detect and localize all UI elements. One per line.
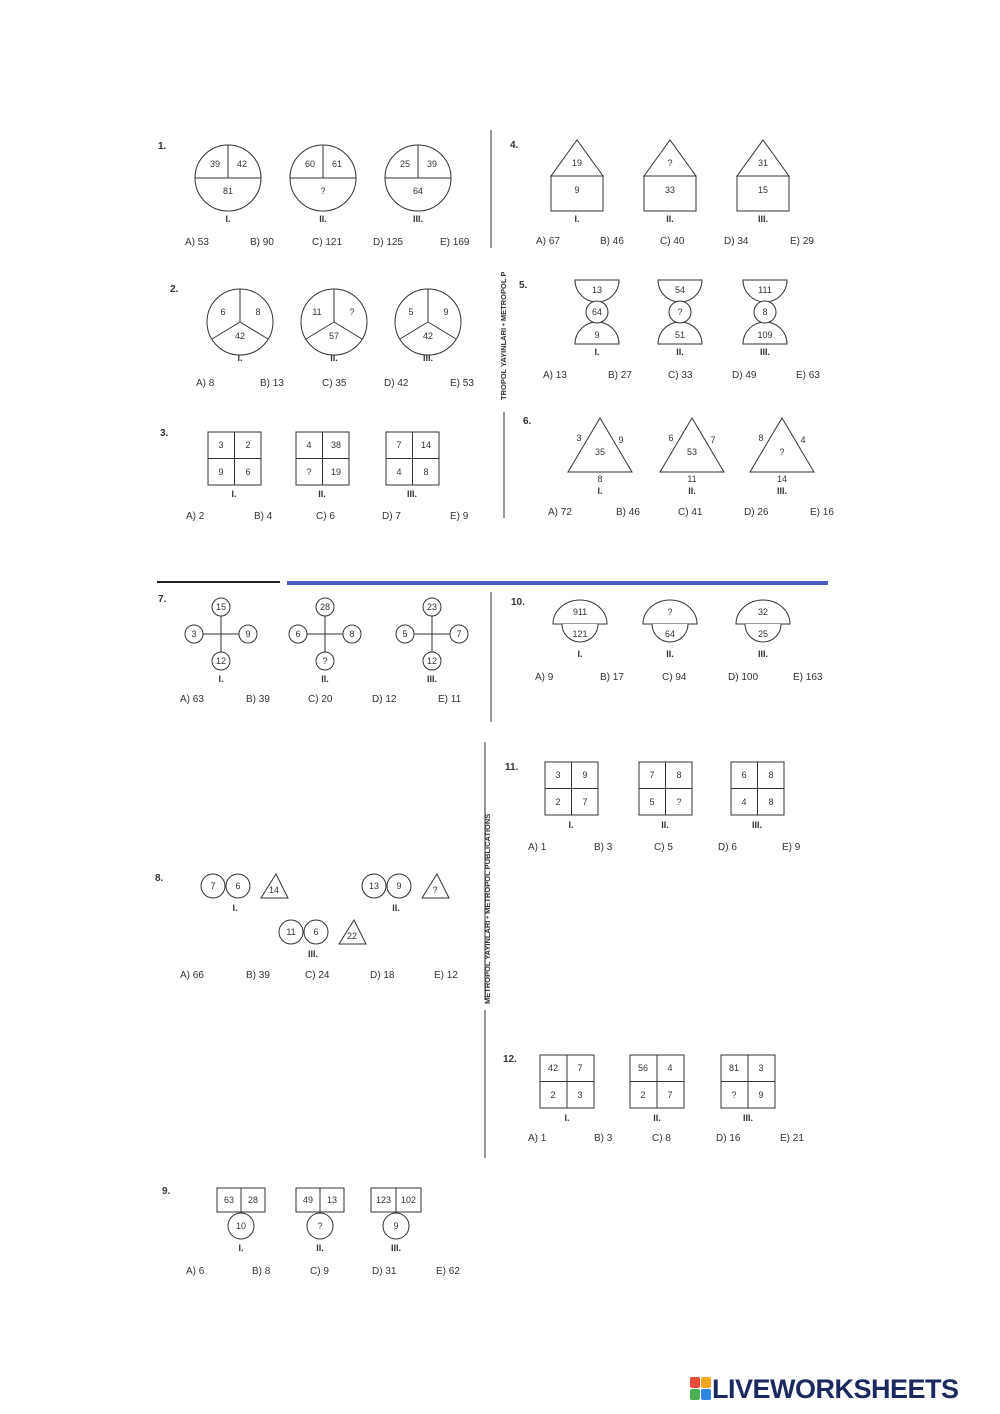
answer-option: D) 6 [718, 842, 737, 853]
roman-label: II. [321, 674, 329, 684]
figure-number: 42 [547, 1063, 559, 1073]
answer-option: A) 53 [185, 237, 209, 248]
figure-number: 11 [312, 307, 322, 317]
roman-label: III. [757, 649, 769, 659]
figure-number: 3 [555, 770, 561, 780]
answer-option: C) 24 [305, 970, 330, 981]
figure-number: 64 [412, 186, 424, 196]
figure-number: 13 [368, 881, 380, 891]
figure-number: 4 [741, 797, 747, 807]
figure-number: 19 [330, 467, 342, 477]
figure-number: 51 [674, 330, 686, 340]
figure-number: ? [779, 447, 785, 457]
figure-number: 9 [443, 307, 449, 317]
figure-number: 3 [758, 1063, 764, 1073]
answer-option: A) 2 [186, 511, 205, 522]
figure-number: 6 [245, 467, 251, 477]
question-number: 6. [523, 416, 532, 427]
figure-number: 123 [375, 1195, 392, 1205]
roman-label: III. [742, 1113, 754, 1123]
figure-number: 9 [758, 1090, 764, 1100]
answer-option: C) 20 [308, 694, 333, 705]
figure-number: 4 [800, 435, 806, 445]
answer-option: A) 1 [528, 842, 547, 853]
side-text-top: TROPOL YAYINLARI • METROPOL P [499, 271, 508, 400]
figure-number: 28 [247, 1195, 259, 1205]
figure-number: 15 [215, 602, 227, 612]
question-number: 12. [503, 1054, 517, 1065]
question-number: 3. [160, 428, 169, 439]
figure-number: 15 [757, 185, 769, 195]
answer-option: B) 4 [254, 511, 273, 522]
answer-option: A) 13 [543, 370, 567, 381]
figure-number: 8 [423, 467, 429, 477]
answer-option: B) 46 [600, 236, 624, 247]
answer-option: C) 94 [662, 672, 687, 683]
question-number: 1. [158, 141, 167, 152]
roman-label: I. [574, 214, 580, 224]
side-text-bottom: METROPOL YAYINLARI • METROPOL PUBLICATIONS [483, 813, 492, 1004]
roman-label: I. [594, 347, 600, 357]
figure-number: 23 [426, 602, 438, 612]
answer-option: D) 7 [382, 511, 401, 522]
answer-option: D) 26 [744, 507, 769, 518]
figure-number: 63 [223, 1195, 235, 1205]
answer-option: D) 49 [732, 370, 757, 381]
figure-number: ? [731, 1090, 737, 1100]
figure-number: 32 [757, 607, 769, 617]
question-number: 8. [155, 873, 164, 884]
roman-label: III. [751, 820, 763, 830]
question-number: 4. [510, 140, 519, 151]
roman-label: II. [661, 820, 669, 830]
figure-number: 28 [319, 602, 331, 612]
roman-label: I. [577, 649, 583, 659]
answer-option: D) 100 [728, 672, 759, 683]
figure-number: 3 [191, 629, 197, 639]
answer-option: A) 72 [548, 507, 572, 518]
roman-label: III. [406, 489, 418, 499]
answer-option: E) 21 [780, 1133, 804, 1144]
roman-label: II. [666, 649, 674, 659]
figure-number: 2 [550, 1090, 556, 1100]
roman-label: III. [422, 353, 434, 363]
answer-option: C) 33 [668, 370, 693, 381]
figure-number: ? [667, 607, 673, 617]
figure-number: 911 [572, 607, 588, 617]
roman-label: III. [390, 1243, 402, 1253]
answer-option: A) 67 [536, 236, 560, 247]
answer-option: E) 16 [810, 507, 834, 518]
answer-option: E) 9 [782, 842, 801, 853]
answer-option: C) 6 [316, 511, 335, 522]
logo-tile [690, 1389, 700, 1400]
figure-number: 6 [235, 881, 241, 891]
figure-number: 49 [302, 1195, 314, 1205]
roman-label: I. [218, 674, 224, 684]
figure-number: 64 [591, 307, 603, 317]
roman-label: III. [412, 214, 424, 224]
figure-number: 6 [313, 927, 319, 937]
roman-label: I. [564, 1113, 570, 1123]
roman-label: II. [316, 1243, 324, 1253]
figure-number: 61 [331, 159, 343, 169]
figure-number: 7 [210, 881, 216, 891]
figure-number: 8 [762, 307, 768, 317]
figure-number: 39 [426, 159, 438, 169]
answer-option: D) 42 [384, 378, 409, 389]
figure-number: 6 [741, 770, 747, 780]
answer-option: B) 17 [600, 672, 624, 683]
figure-number: ? [432, 885, 438, 895]
roman-label: II. [392, 903, 400, 913]
number-triangle [750, 418, 814, 472]
figure-number: 19 [571, 158, 583, 168]
figure-number: 7 [582, 797, 588, 807]
figure-number: 7 [649, 770, 655, 780]
figure-number: 54 [674, 285, 686, 295]
figure-number: 6 [220, 307, 226, 317]
answer-option: B) 3 [594, 1133, 613, 1144]
roman-label: II. [688, 486, 696, 496]
figure-number: ? [349, 307, 355, 317]
roman-label: II. [319, 214, 327, 224]
answer-option: E) 163 [793, 672, 823, 683]
figure-number: 12 [426, 656, 438, 666]
figure-number: ? [306, 467, 312, 477]
answer-option: A) 1 [528, 1133, 547, 1144]
figure-number: 9 [582, 770, 588, 780]
figure-number: 7 [710, 435, 716, 445]
figure-number: 7 [396, 440, 402, 450]
answer-option: E) 11 [438, 694, 462, 705]
question-number: 2. [170, 284, 179, 295]
figure-number: 4 [306, 440, 312, 450]
roman-label: I. [232, 903, 238, 913]
figure-number: 14 [776, 474, 788, 484]
figure-number: 13 [326, 1195, 338, 1205]
figure-number: 38 [330, 440, 342, 450]
roman-label: II. [318, 489, 326, 499]
answer-option: A) 63 [180, 694, 204, 705]
figure-number: ? [320, 186, 326, 196]
figure-number: 56 [637, 1063, 649, 1073]
figure-number: 2 [640, 1090, 646, 1100]
figure-number: 8 [349, 629, 355, 639]
logo-tile [701, 1377, 711, 1388]
answer-option: E) 29 [790, 236, 814, 247]
figure-number: 39 [209, 159, 221, 169]
figure-number: 11 [286, 927, 296, 937]
figure-number: 7 [577, 1063, 583, 1073]
answer-option: D) 18 [370, 970, 395, 981]
answer-option: A) 6 [186, 1266, 205, 1277]
answer-option: D) 125 [373, 237, 404, 248]
answer-option: B) 3 [594, 842, 613, 853]
number-triangle [568, 418, 632, 472]
answer-option: E) 9 [450, 511, 469, 522]
figure-number: 42 [234, 331, 246, 341]
figure-number: 25 [757, 629, 769, 639]
figure-number: 13 [591, 285, 603, 295]
roman-label: I. [597, 486, 603, 496]
figure-number: 8 [597, 474, 603, 484]
answer-option: B) 39 [246, 970, 270, 981]
figure-number: 2 [555, 797, 561, 807]
number-triangle [660, 418, 724, 472]
question-number: 5. [519, 280, 528, 291]
roman-label: II. [666, 214, 674, 224]
figure-number: 3 [218, 440, 224, 450]
figure-number: 4 [396, 467, 402, 477]
figure-number: 3 [577, 1090, 583, 1100]
figure-number: 5 [402, 629, 408, 639]
figure-number: 8 [768, 797, 774, 807]
figure-number: 60 [304, 159, 316, 169]
answer-option: E) 62 [436, 1266, 460, 1277]
figure-number: 31 [757, 158, 769, 168]
figure-number: ? [667, 158, 673, 168]
figure-number: 7 [456, 629, 462, 639]
answer-option: B) 90 [250, 237, 274, 248]
logo-text: LIVEWORKSHEETS [712, 1374, 959, 1404]
answer-option: C) 8 [652, 1133, 671, 1144]
logo-tile [690, 1377, 700, 1388]
figure-number: 3 [576, 433, 582, 443]
figure-number: 81 [222, 186, 234, 196]
question-number: 7. [158, 594, 167, 605]
figure-number: 53 [686, 447, 698, 457]
answer-option: B) 8 [252, 1266, 271, 1277]
answer-option: D) 31 [372, 1266, 397, 1277]
figure-number: 111 [758, 285, 772, 295]
figure-number: 9 [393, 1221, 399, 1231]
figure-number: 5 [649, 797, 655, 807]
roman-label: III. [757, 214, 769, 224]
figure-number: 33 [664, 185, 676, 195]
answer-option: A) 9 [535, 672, 554, 683]
figure-number: 8 [758, 433, 764, 443]
figure-number: 6 [295, 629, 301, 639]
answer-option: A) 8 [196, 378, 215, 389]
figure-number: 11 [687, 474, 697, 484]
answer-option: C) 35 [322, 378, 347, 389]
roman-label: III. [776, 486, 788, 496]
figure-number: 2 [245, 440, 251, 450]
roman-label: III. [307, 949, 319, 959]
answer-option: C) 121 [312, 237, 343, 248]
figure-number: 8 [255, 307, 261, 317]
roman-label: I. [231, 489, 237, 499]
figure-number: 6 [668, 433, 674, 443]
roman-label: I. [238, 1243, 244, 1253]
roman-label: I. [237, 353, 243, 363]
figure-number: 4 [667, 1063, 673, 1073]
figure-number: 102 [400, 1195, 417, 1205]
figure-number: 10 [235, 1221, 247, 1231]
figure-number: 42 [236, 159, 248, 169]
answer-option: B) 27 [608, 370, 632, 381]
figure-number: 22 [346, 931, 358, 941]
roman-label: I. [568, 820, 574, 830]
answer-option: E) 169 [440, 237, 470, 248]
figure-number: 42 [422, 331, 434, 341]
answer-option: D) 16 [716, 1133, 741, 1144]
question-number: 11. [505, 762, 519, 773]
answer-option: C) 5 [654, 842, 673, 853]
figure-number: 9 [396, 881, 402, 891]
figure-number: ? [677, 307, 683, 317]
figure-number: 9 [618, 435, 624, 445]
answer-option: C) 40 [660, 236, 685, 247]
answer-option: C) 9 [310, 1266, 329, 1277]
logo-icon [690, 1377, 712, 1401]
figure-number: 57 [328, 331, 340, 341]
answer-option: A) 66 [180, 970, 204, 981]
figure-number: 9 [245, 629, 251, 639]
figure-number: 7 [667, 1090, 673, 1100]
figure-number: 9 [574, 185, 580, 195]
answer-option: C) 41 [678, 507, 703, 518]
answer-option: E) 63 [796, 370, 820, 381]
figure-number: ? [322, 656, 328, 666]
figure-number: 14 [420, 440, 432, 450]
figure-number: 8 [676, 770, 682, 780]
roman-label: II. [676, 347, 684, 357]
answer-option: D) 12 [372, 694, 397, 705]
roman-label: III. [759, 347, 771, 357]
figure-number: 5 [408, 307, 414, 317]
figure-number: 9 [594, 330, 600, 340]
figure-number: 121 [572, 629, 588, 639]
figure-number: 9 [218, 467, 224, 477]
roman-label: II. [653, 1113, 661, 1123]
answer-option: B) 39 [246, 694, 270, 705]
question-number: 9. [162, 1186, 171, 1197]
answer-option: B) 13 [260, 378, 284, 389]
figure-number: 14 [268, 885, 280, 895]
roman-label: III. [426, 674, 438, 684]
answer-option: D) 34 [724, 236, 749, 247]
answer-option: E) 12 [434, 970, 458, 981]
figure-number: 12 [215, 656, 227, 666]
answer-option: E) 53 [450, 378, 474, 389]
figure-number: 35 [594, 447, 606, 457]
figure-number: 81 [728, 1063, 740, 1073]
question-number: 10. [511, 597, 525, 608]
figure-number: ? [317, 1221, 323, 1231]
answer-option: B) 46 [616, 507, 640, 518]
figure-number: 8 [768, 770, 774, 780]
figure-number: 25 [399, 159, 411, 169]
figure-number: ? [676, 797, 682, 807]
roman-label: I. [225, 214, 231, 224]
figure-number: 64 [664, 629, 676, 639]
roman-label: II. [330, 353, 338, 363]
figure-number: 109 [757, 330, 773, 340]
logo-tile [701, 1389, 711, 1400]
